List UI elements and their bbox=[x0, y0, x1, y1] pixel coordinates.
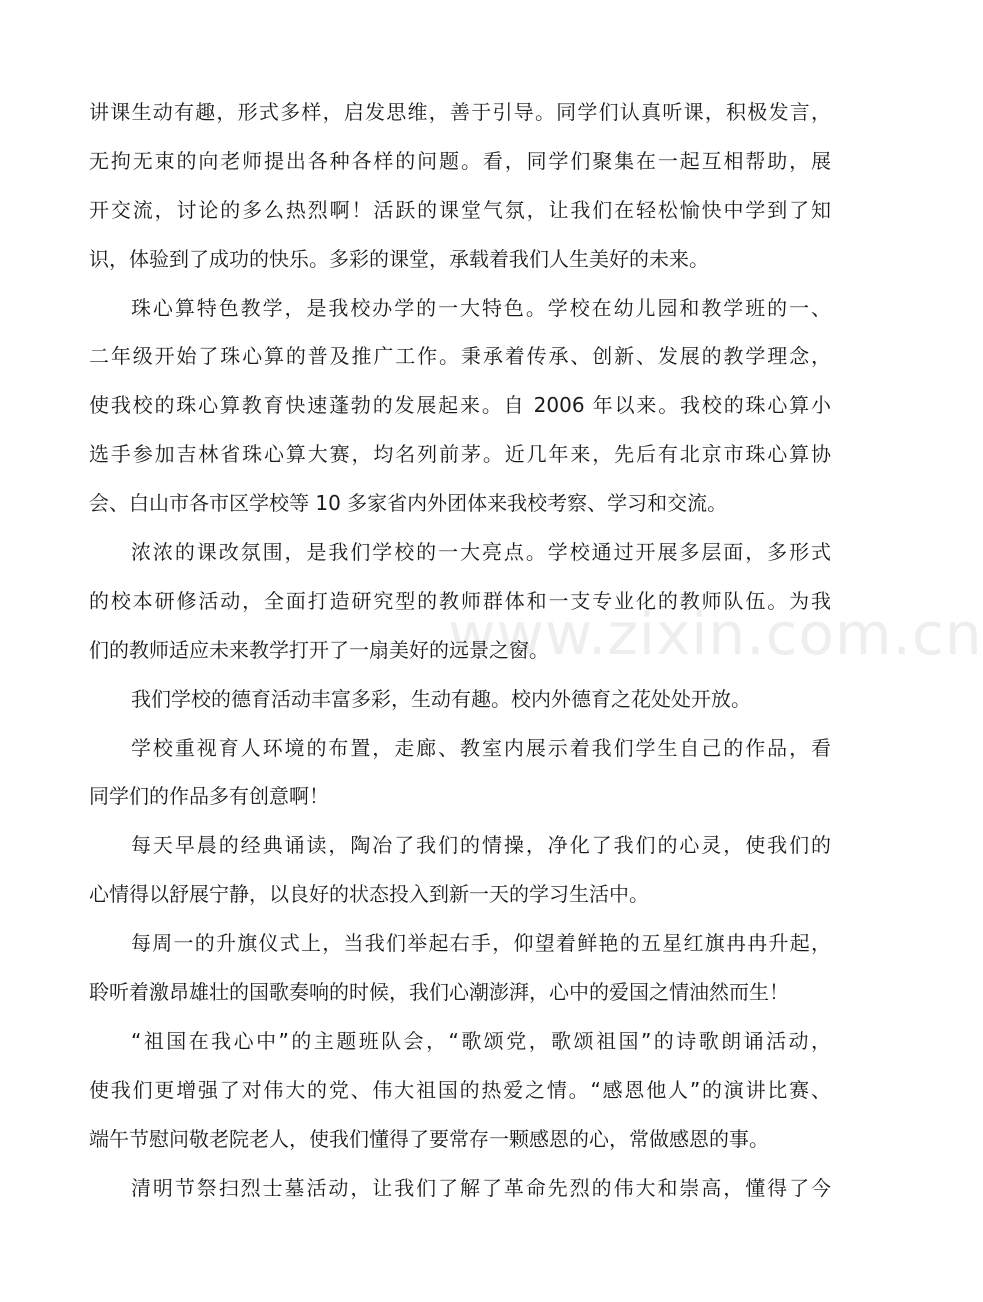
text-line: 使我们更增强了对伟大的党、伟大祖国的热爱之情。“感恩他人”的演讲比赛、 bbox=[89, 1077, 831, 1102]
paragraph-first-line: 我们学校的德育活动丰富多彩，生动有趣。校内外德育之花处处开放。 bbox=[131, 686, 751, 711]
text-line: 无拘无束的向老师提出各种各样的问题。看，同学们聚集在一起互相帮助，展 bbox=[89, 148, 831, 173]
text-line: 们的教师适应未来教学打开了一扇美好的远景之窗。 bbox=[89, 637, 549, 662]
paragraph-first-line: 珠心算特色教学，是我校办学的一大特色。学校在幼儿园和教学班的一、 bbox=[131, 295, 831, 320]
text-line: 会、白山市各市区学校等 10 多家省内外团体来我校考察、学习和交流。 bbox=[89, 491, 728, 516]
watermark: www.zixin.com.cn bbox=[448, 600, 983, 668]
text-line: 选手参加吉林省珠心算大赛，均名列前茅。近几年来，先后有北京市珠心算协 bbox=[89, 442, 831, 467]
paragraph-first-line: “祖国在我心中”的主题班队会，“歌颂党，歌颂祖国”的诗歌朗诵活动， bbox=[131, 1028, 831, 1053]
paragraph-first-line: 每天早晨的经典诵读，陶冶了我们的情操，净化了我们的心灵，使我们的 bbox=[131, 833, 831, 858]
text-line: 二年级开始了珠心算的普及推广工作。秉承着传承、创新、发展的教学理念， bbox=[89, 344, 831, 369]
paragraph-first-line: 学校重视育人环境的布置，走廊、教室内展示着我们学生自己的作品，看 bbox=[131, 735, 831, 760]
text-line: 识，体验到了成功的快乐。多彩的课堂，承载着我们人生美好的未来。 bbox=[89, 246, 709, 271]
paragraph-first-line: 浓浓的课改氛围，是我们学校的一大亮点。学校通过开展多层面，多形式 bbox=[131, 540, 831, 565]
text-line: 开交流，讨论的多么热烈啊！活跃的课堂气氛，让我们在轻松愉快中学到了知 bbox=[89, 197, 831, 222]
paragraph-first-line: 清明节祭扫烈士墓活动，让我们了解了革命先烈的伟大和崇高，懂得了今 bbox=[131, 1175, 831, 1200]
text-line: 心情得以舒展宁静，以良好的状态投入到新一天的学习生活中。 bbox=[89, 882, 649, 907]
text-line: 的校本研修活动，全面打造研究型的教师群体和一支专业化的教师队伍。为我 bbox=[89, 588, 831, 613]
paragraph-first-line: 每周一的升旗仪式上，当我们举起右手，仰望着鲜艳的五星红旗冉冉升起， bbox=[131, 931, 831, 956]
text-line: 聆听着激昂雄壮的国歌奏响的时候，我们心潮澎湃，心中的爱国之情油然而生！ bbox=[89, 980, 789, 1005]
text-line: 使我校的珠心算教育快速蓬勃的发展起来。自 2006 年以来。我校的珠心算小 bbox=[89, 393, 831, 418]
text-line: 端午节慰问敬老院老人，使我们懂得了要常存一颗感恩的心，常做感恩的事。 bbox=[89, 1126, 769, 1151]
text-line: 同学们的作品多有创意啊！ bbox=[89, 784, 329, 809]
document-body bbox=[89, 88, 831, 1212]
text-line: 讲课生动有趣，形式多样，启发思维，善于引导。同学们认真听课，积极发言， bbox=[89, 100, 831, 124]
